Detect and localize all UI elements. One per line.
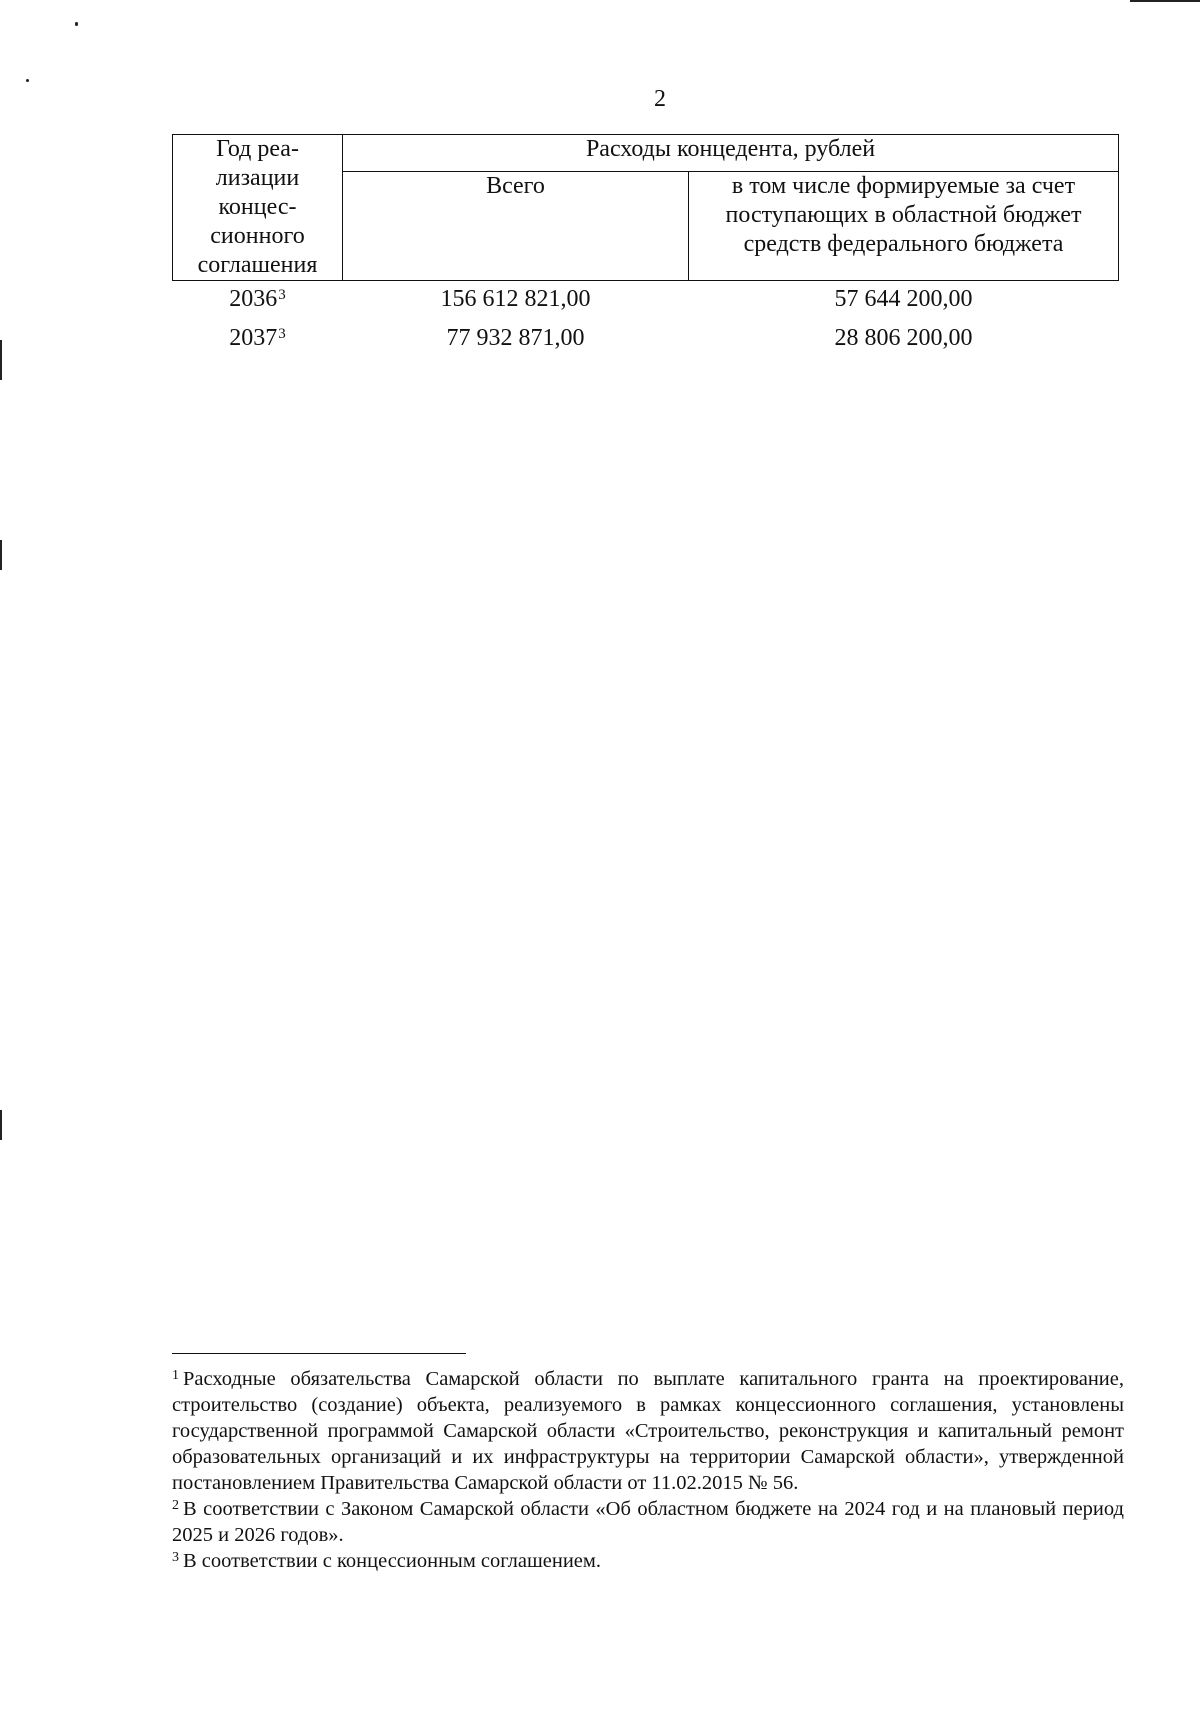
table-row <box>173 281 1119 321</box>
footnote-text: В соответствии с концессионным соглашением. <box>183 1550 601 1572</box>
expenses-table <box>172 134 1119 359</box>
header-year-line: Год реа- <box>216 136 299 162</box>
footnote-2 <box>172 1496 1124 1548</box>
row-total: 77 932 871,00 <box>446 325 585 351</box>
row-total: 156 612 821,00 <box>440 286 591 312</box>
scan-artifact <box>0 1110 2 1140</box>
row-year-cell <box>173 281 343 321</box>
header-year <box>173 135 343 281</box>
scan-artifact <box>1130 0 1200 2</box>
footnote-text: Расходные обязательства Самарской области по выплате капитального гранта на проектирование, строительство (создание) объекта, реализуемого в рамках концессионного соглашения, установлены государственной программой Самарской области «Строительство, реконструкция и капитальный ремонт образовательных организаций и их инфраструктуры на территории Самарской области», утвержденной постановлением Правительства Самарской области от 11.02.2015 № 56. <box>172 1368 1124 1494</box>
scan-artifact <box>75 22 78 26</box>
scan-artifact <box>0 340 2 380</box>
footnote-mark: 3 <box>172 1550 179 1565</box>
footnote-3 <box>172 1548 1124 1574</box>
header-total: Всего <box>343 172 689 281</box>
expenses-table-container <box>172 134 1118 359</box>
row-year-cell <box>173 320 343 359</box>
scan-artifact <box>26 79 29 82</box>
footnote-mark: 1 <box>172 1368 179 1383</box>
header-year-line: концес- <box>218 194 297 220</box>
footnote-mark: 2 <box>172 1498 179 1513</box>
header-year-line: лизации <box>215 165 300 191</box>
header-year-line: соглашения <box>197 252 318 278</box>
header-federal: в том числе формируемые за счет поступающих в областной бюджет средств федерального бюджета <box>689 172 1119 281</box>
row-federal: 57 644 200,00 <box>834 286 973 312</box>
scan-artifact <box>0 540 2 570</box>
header-expenses-group: Расходы концедента, рублей <box>343 135 1119 172</box>
table-row <box>173 320 1119 359</box>
footnote-divider <box>172 1353 466 1354</box>
header-year-line: сионного <box>210 223 305 249</box>
table-header-row-group <box>173 135 1119 172</box>
row-year-footnote-ref: 3 <box>278 326 286 342</box>
row-federal: 28 806 200,00 <box>834 325 973 351</box>
footnotes <box>172 1366 1124 1574</box>
footnote-1 <box>172 1366 1124 1496</box>
footnote-text: В соответствии с Законом Самарской области «Об областном бюджете на 2024 год и на плановый период 2025 и 2026 годов». <box>172 1498 1124 1546</box>
page-number: 2 <box>654 86 666 112</box>
row-year-footnote-ref: 3 <box>278 287 286 303</box>
row-year: 2036 <box>229 286 278 312</box>
row-year: 2037 <box>229 325 278 351</box>
